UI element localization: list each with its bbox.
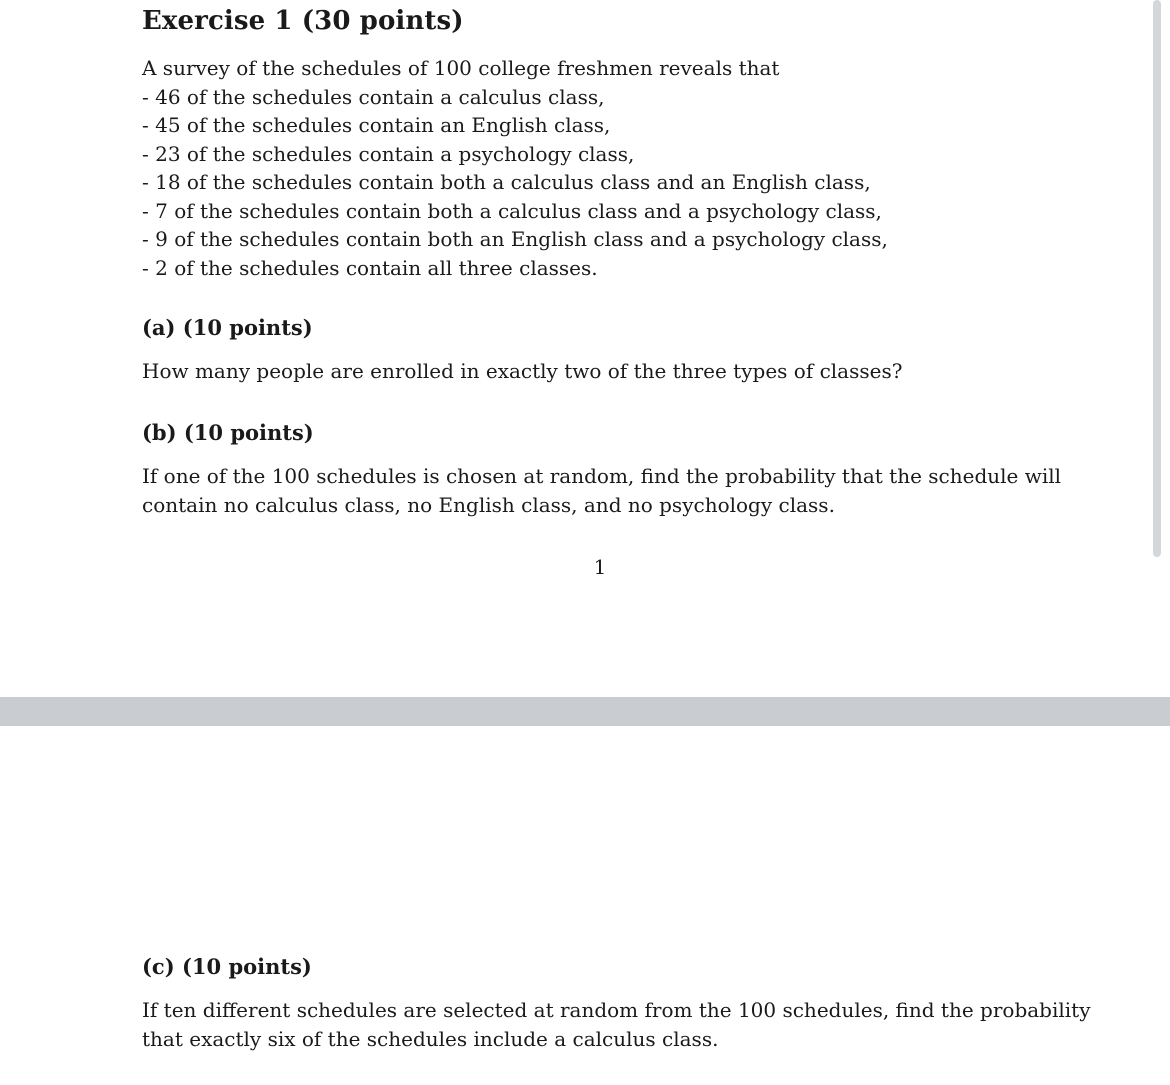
part-b-line: If one of the 100 schedules is chosen at random, find the probability that the schedule will <box>142 464 1062 488</box>
part-c-heading: (c) (10 points) <box>142 954 312 979</box>
fact-line: - 7 of the schedules contain both a calculus class and a psychology class, <box>142 198 882 223</box>
part-a-text <box>142 357 902 386</box>
survey-statement <box>142 54 888 282</box>
fact-line: - 18 of the schedules contain both a calculus class and an English class, <box>142 170 871 194</box>
page-separator <box>0 697 1170 726</box>
part-b-text <box>142 462 1061 519</box>
fact-line: - 2 of the schedules contain all three classes. <box>142 255 598 280</box>
fact-line: - 45 of the schedules contain an English class, <box>142 113 611 137</box>
exercise-title: Exercise 1 (30 points) <box>142 6 464 36</box>
part-c-line: that exactly six of the schedules include a calculus class. <box>142 1026 719 1051</box>
scrollbar-thumb[interactable] <box>1153 0 1161 557</box>
page-number: 1 <box>593 555 607 579</box>
document-page-2 <box>0 726 1170 1085</box>
fact-line: - 23 of the schedules contain a psychology class, <box>142 141 635 166</box>
part-b-line: contain no calculus class, no English class, and no psychology class. <box>142 492 835 517</box>
part-b-heading: (b) (10 points) <box>142 420 314 445</box>
fact-line: - 9 of the schedules contain both an English class and a psychology class, <box>142 227 888 251</box>
intro-line: A survey of the schedules of 100 college freshmen reveals that <box>142 56 780 80</box>
fact-line: - 46 of the schedules contain a calculus class, <box>142 84 605 109</box>
part-c-text <box>142 996 1091 1053</box>
part-c-line: If ten different schedules are selected at random from the 100 schedules, find the probability <box>142 998 1091 1022</box>
part-a-heading: (a) (10 points) <box>142 315 313 340</box>
part-a-line: How many people are enrolled in exactly two of the three types of classes? <box>142 359 903 383</box>
